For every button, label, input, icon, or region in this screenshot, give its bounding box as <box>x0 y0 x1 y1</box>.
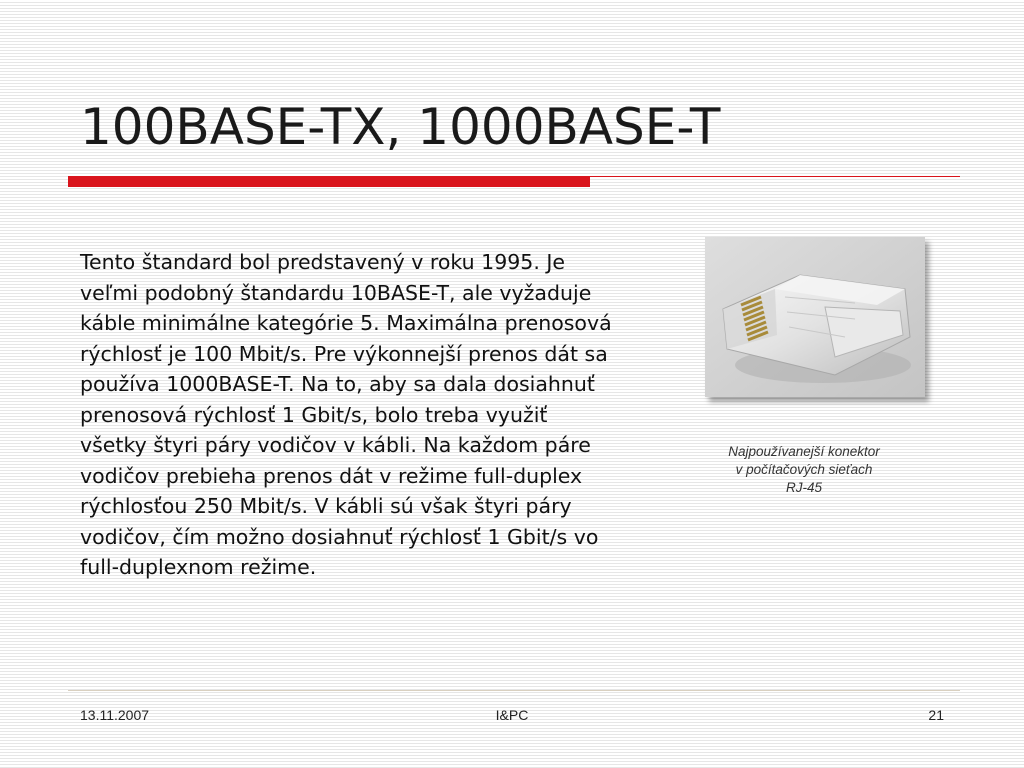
rj45-connector-photo <box>705 237 925 397</box>
caption-line: Najpoužívanejší konektor <box>728 444 880 459</box>
title-underline-thin <box>590 176 960 177</box>
rj45-connector-illustration <box>705 237 925 397</box>
slide-title: 100BASE-TX, 1000BASE-T <box>80 98 721 156</box>
photo-caption <box>690 443 918 497</box>
slide-number: 21 <box>928 707 944 723</box>
caption-line: v počítačových sieťach <box>735 462 873 477</box>
slide-body-text: Tento štandard bol predstavený v roku 1995. Je veľmi podobný štandardu 10BASE-T, ale vyžaduje káble minimálne kategórie 5. Maximálna prenosová rýchlosť je 100 Mbit/s. Pre výkonnejší prenos dát sa používa 1000BASE-T. Na to, aby sa dala dosiahnuť prenosová rýchlosť 1 Gbit/s, bolo treba využiť všetky štyri páry vodičov v kábli. Na každom páre vodičov prebieha prenos dát v režime full-duplex rýchlosťou 250 Mbit/s. V kábli sú však štyri páry vodičov, čím možno dosiahnuť rýchlosť 1 Gbit/s vo full-duplexnom režime. <box>80 250 612 579</box>
footer-course-label: I&PC <box>495 707 529 723</box>
footer-date: 13.11.2007 <box>80 707 150 723</box>
footer-divider <box>68 690 960 691</box>
caption-line: RJ-45 <box>785 480 822 495</box>
title-underline-accent <box>68 176 590 187</box>
